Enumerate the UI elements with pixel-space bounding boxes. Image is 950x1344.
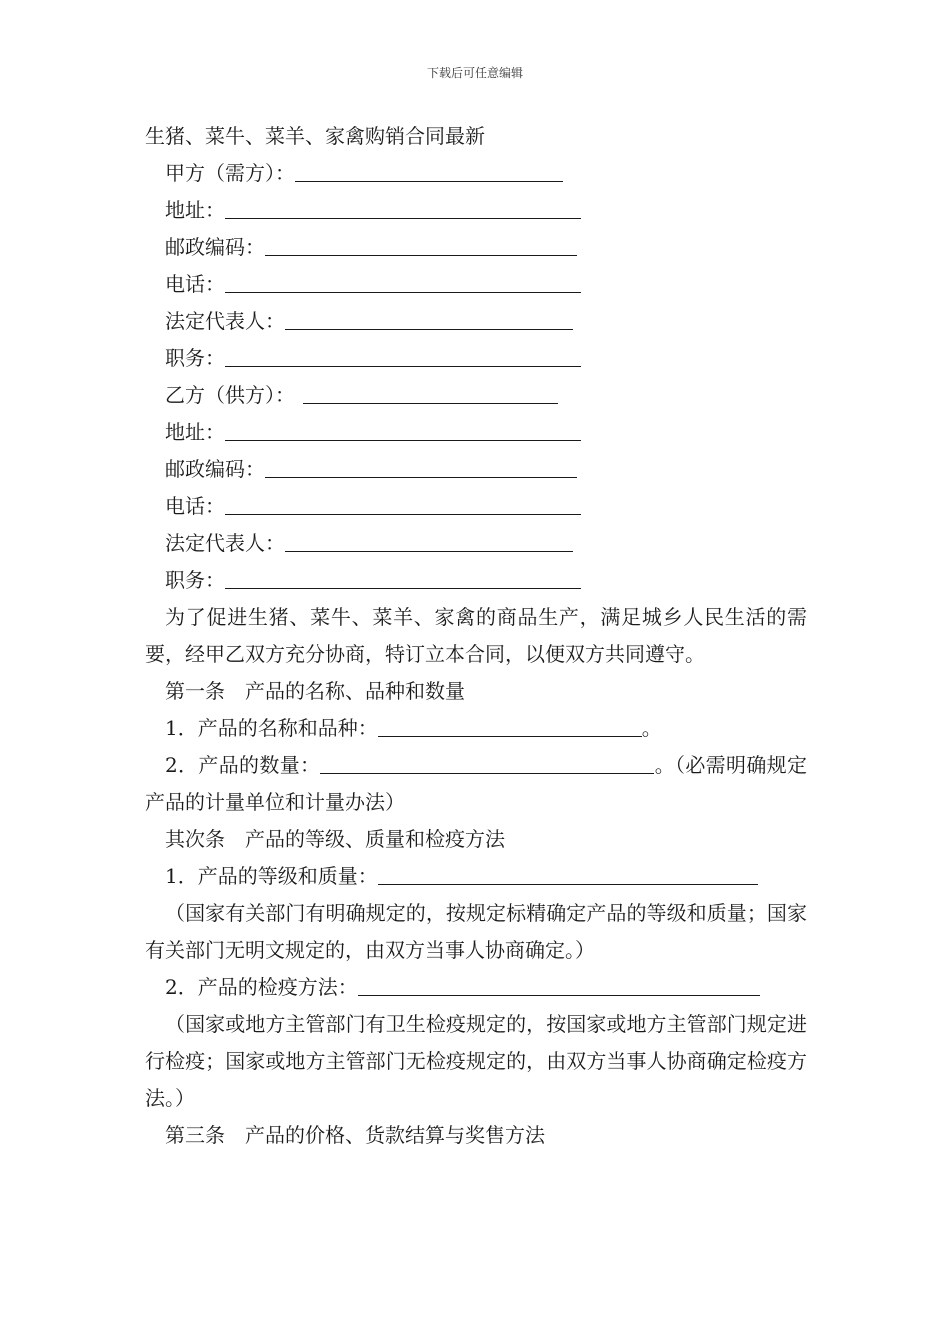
quarantine-method-field[interactable] [358, 971, 760, 996]
party-a-legal-rep-row [145, 303, 807, 340]
party-b-postcode-label: 邮政编码： [165, 457, 265, 481]
party-a-address-label: 地址： [165, 198, 225, 222]
party-b-position-field[interactable] [225, 564, 581, 589]
party-b-legal-rep-row [145, 525, 807, 562]
party-b-phone-row [145, 488, 807, 525]
header-note: 下载后可任意编辑 [426, 66, 523, 80]
party-a-address-row [145, 192, 807, 229]
party-a-phone-row [145, 266, 807, 303]
article-2-heading [145, 821, 807, 858]
article-2-num: 其次条 [165, 827, 225, 851]
party-b-postcode-row [145, 451, 807, 488]
party-a-postcode-row [145, 229, 807, 266]
article-2-item-2-label: 2．产品的检疫方法： [165, 975, 358, 999]
party-b-label: 乙方（供方）： [165, 383, 295, 407]
party-b-legal-rep-label: 法定代表人： [165, 531, 285, 555]
article-2-item-2-note: （国家或地方主管部门有卫生检疫规定的，按国家或地方主管部门规定进行检疫；国家或地方主管部门无检疫规定的，由双方当事人协商确定检疫方法。） [145, 1012, 807, 1110]
product-name-field[interactable] [378, 712, 642, 737]
party-a-position-field[interactable] [225, 342, 581, 367]
article-1-item-2-label: 2．产品的数量： [165, 753, 321, 777]
article-2-item-1-label: 1．产品的等级和质量： [165, 864, 378, 888]
article-3-title: 产品的价格、货款结算与奖售方法 [245, 1123, 545, 1147]
article-3-heading [145, 1117, 807, 1154]
party-b-name-field[interactable] [303, 379, 558, 404]
party-a-legal-rep-label: 法定代表人： [165, 309, 285, 333]
party-b-address-label: 地址： [165, 420, 225, 444]
article-1-heading [145, 673, 807, 710]
party-a-position-label: 职务： [165, 346, 225, 370]
article-2-title: 产品的等级、质量和检疫方法 [245, 827, 505, 851]
article-1-item-1-end: 。 [641, 716, 662, 740]
article-1-item-2 [145, 747, 807, 821]
party-b-position-row [145, 562, 807, 599]
party-b-address-row [145, 414, 807, 451]
party-b-postcode-field[interactable] [265, 453, 577, 478]
article-2-item-1 [145, 858, 807, 895]
party-b-position-label: 职务： [165, 568, 225, 592]
party-b-phone-field[interactable] [225, 490, 581, 515]
party-a-name-field[interactable] [295, 157, 563, 182]
document-title: 生猪、菜牛、菜羊、家禽购销合同最新 [145, 124, 485, 148]
contract-page [145, 118, 807, 1154]
party-a-legal-rep-field[interactable] [285, 305, 573, 330]
article-1-item-1-label: 1．产品的名称和品种： [165, 716, 378, 740]
party-a-label: 甲方（需方）： [165, 161, 295, 185]
product-grade-field[interactable] [378, 860, 758, 885]
party-b-legal-rep-field[interactable] [285, 527, 573, 552]
party-a-row [145, 155, 807, 192]
party-a-address-field[interactable] [225, 194, 581, 219]
article-2-item-1-note: （国家有关部门有明确规定的，按规定标精确定产品的等级和质量；国家有关部门无明文规定的，由双方当事人协商确定。） [145, 901, 807, 962]
article-1-num: 第一条 [165, 679, 225, 703]
article-1-item-1 [145, 710, 807, 747]
preamble: 为了促进生猪、菜牛、菜羊、家禽的商品生产，满足城乡人民生活的需要，经甲乙双方充分协商，特订立本合同，以便双方共同遵守。 [145, 605, 807, 666]
party-b-address-field[interactable] [225, 416, 581, 441]
article-1-title: 产品的名称、品种和数量 [245, 679, 465, 703]
article-1-item-2-end: 。（必需明确规定产品的计量单位和计量办法） [145, 753, 807, 814]
party-a-postcode-field[interactable] [265, 231, 577, 256]
party-a-postcode-label: 邮政编码： [165, 235, 265, 259]
party-a-phone-label: 电话： [165, 272, 225, 296]
party-a-position-row [145, 340, 807, 377]
article-2-item-2 [145, 969, 807, 1006]
party-a-phone-field[interactable] [225, 268, 581, 293]
product-quantity-field[interactable] [320, 749, 654, 774]
party-b-phone-label: 电话： [165, 494, 225, 518]
party-b-row [145, 377, 807, 414]
article-3-num: 第三条 [165, 1123, 225, 1147]
